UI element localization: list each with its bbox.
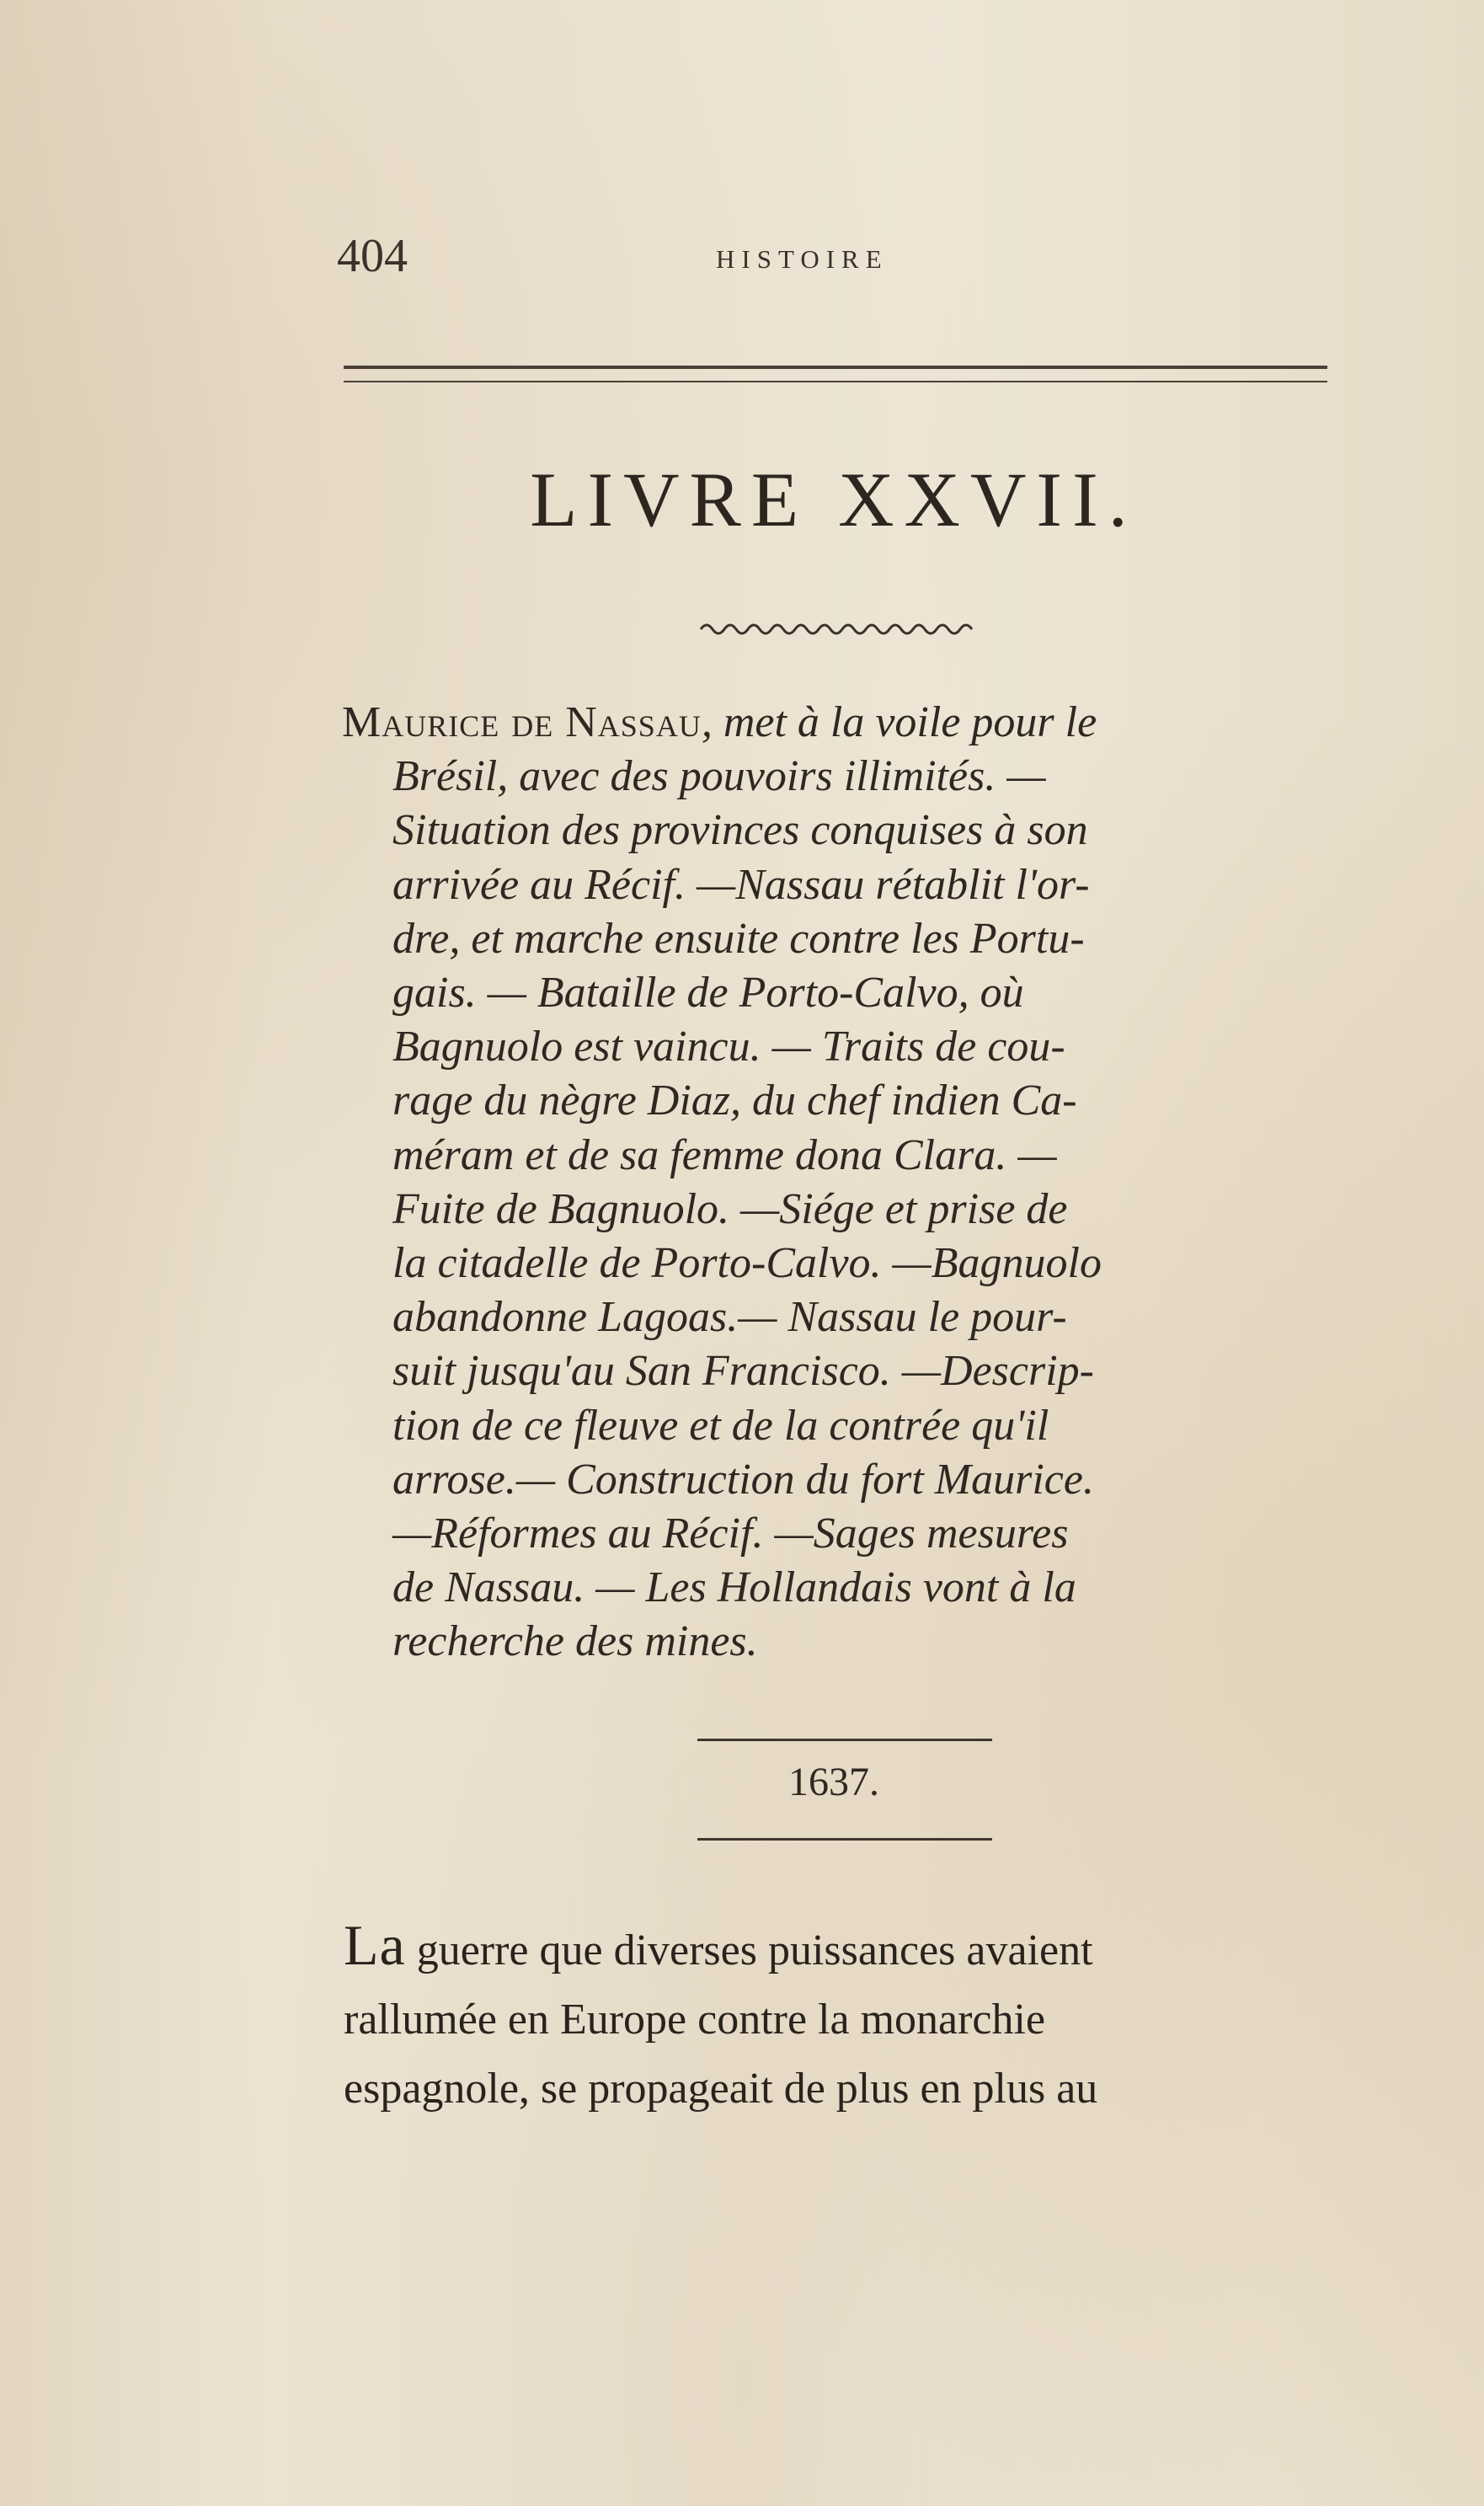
summary-line: Bagnuolo est vaincu. — Traits de cou- xyxy=(392,1023,1065,1071)
summary-line: tion de ce fleuve et de la contrée qu'il xyxy=(392,1401,1049,1450)
year-heading: 1637. xyxy=(788,1760,879,1804)
summary-line: abandonne Lagoas.— Nassau le pour- xyxy=(392,1293,1067,1342)
page-header xyxy=(337,229,1331,313)
year-rule-top xyxy=(697,1739,992,1741)
wavy-ornament xyxy=(699,619,977,639)
summary-line: arrivée au Récif. —Nassau rétablit l'or- xyxy=(392,860,1090,909)
summary-line: rage du nègre Diaz, du chef indien Ca- xyxy=(392,1077,1077,1125)
summary-line: Brésil, avec des pouvoirs illimités. — xyxy=(392,752,1046,801)
chapter-title: LIVRE XXVII. xyxy=(530,457,1138,542)
running-title: HISTOIRE xyxy=(716,244,889,274)
chapter-summary xyxy=(342,696,1348,1670)
body-line: rallumée en Europe contre la monarchie xyxy=(344,1996,1046,2044)
body-line: espagnole, se propageait de plus en plus au xyxy=(344,2065,1098,2113)
summary-line: recherche des mines. xyxy=(392,1617,758,1666)
drop-cap: La xyxy=(344,1913,406,1977)
summary-lead-name: Maurice de Nassau xyxy=(342,698,702,746)
summary-line: Situation des provinces conquises à son xyxy=(392,806,1088,855)
year-rule-bottom xyxy=(697,1838,992,1841)
page-number: 404 xyxy=(337,230,408,282)
body-text xyxy=(344,1910,1350,2124)
summary-line: arrose.— Construction du fort Maurice. xyxy=(392,1455,1094,1504)
summary-line: méram et de sa femme dona Clara. — xyxy=(392,1130,1057,1179)
summary-line: Fuite de Bagnuolo. —Siége et prise de xyxy=(392,1184,1068,1233)
summary-line: dre, et marche ensuite contre les Portu- xyxy=(392,914,1085,963)
summary-line: la citadelle de Porto-Calvo. —Bagnuolo xyxy=(392,1239,1102,1288)
body-line: La guerre que diverses puissances avaient xyxy=(344,1913,1093,1977)
summary-line: —Réformes au Récif. —Sages mesures xyxy=(392,1509,1069,1558)
summary-line: suit jusqu'au San Francisco. —Descrip- xyxy=(392,1347,1094,1396)
summary-line: de Nassau. — Les Hollandais vont à la xyxy=(392,1563,1076,1612)
header-double-rule xyxy=(344,366,1327,382)
summary-line: Maurice de Nassau, met à la voile pour le xyxy=(342,698,1097,746)
summary-line: gais. — Bataille de Porto-Calvo, où xyxy=(392,969,1024,1018)
